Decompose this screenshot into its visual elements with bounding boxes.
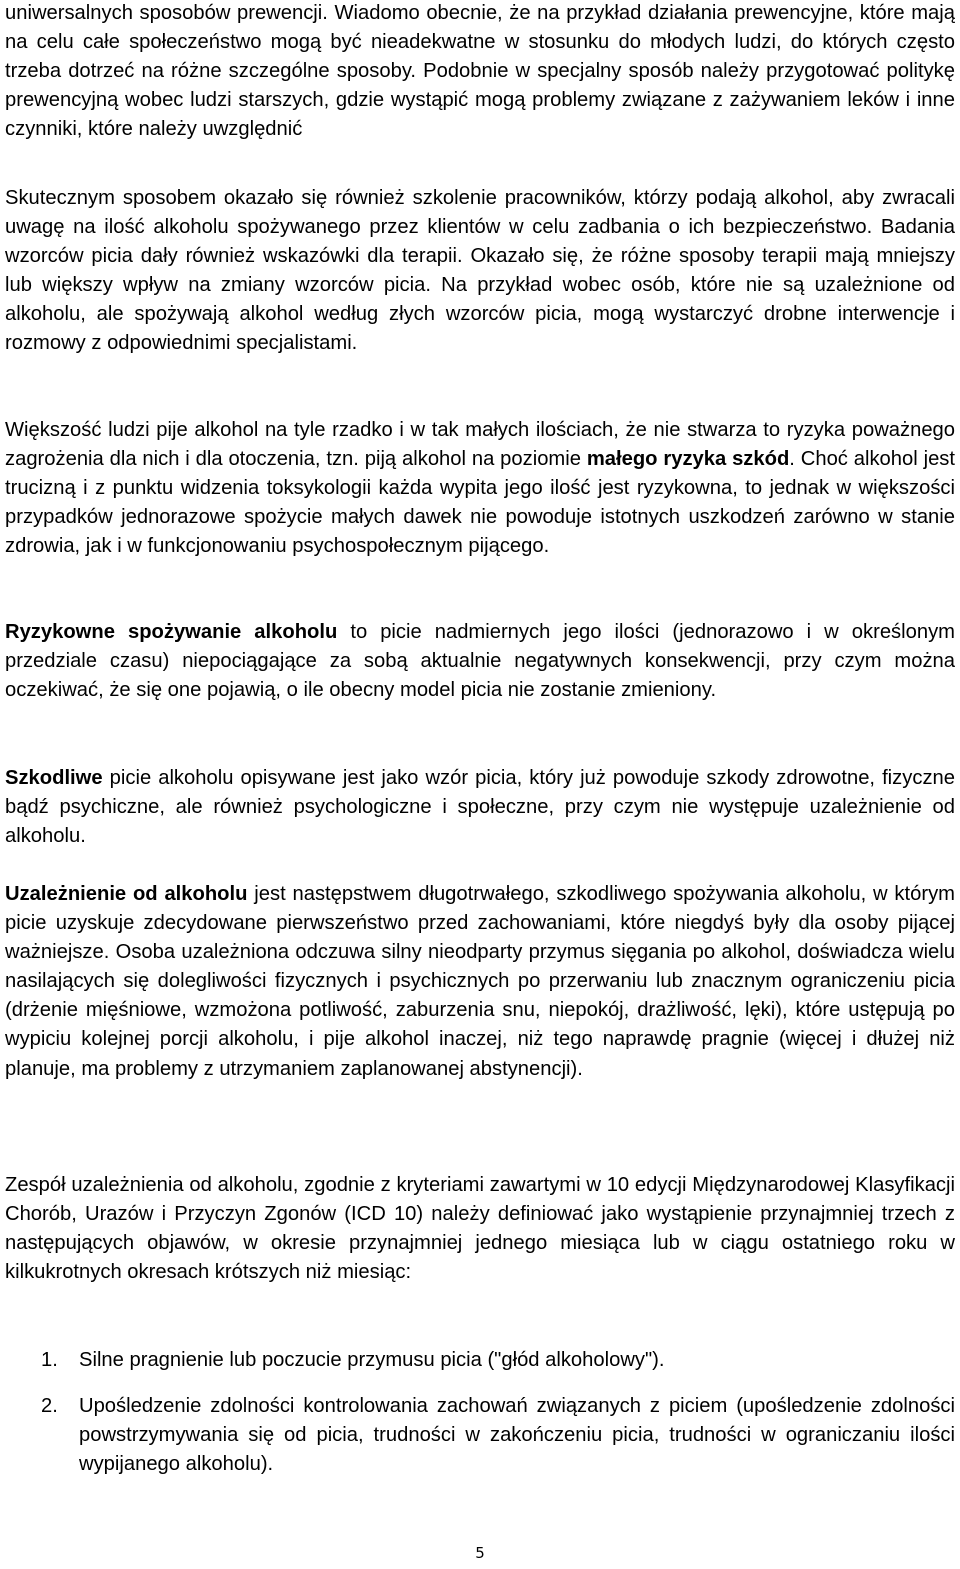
list-item xyxy=(5,1346,955,1375)
list-item-text: Silne pragnienie lub poczucie przymusu picia ("głód alkoholowy"). xyxy=(79,1349,665,1371)
low-risk-intro: Większość ludzi pije alkohol na tyle rzadko i w tak małych ilościach, że nie stwarza to ryzyka poważnego zagrożenia dla nich i dla otoczenia, tzn. piją alkohol na poziomie xyxy=(5,419,955,471)
harmful-drinking-body: picie alkoholu opisywane jest jako wzór picia, który już powoduje szkody zdrowotne, fizyczne bądź psychiczne, ale również psychologiczne i społeczne, przy czym nie występuje uzależnienie od alkoholu. xyxy=(5,767,955,848)
dependence-term: Uzależnienie od alkoholu xyxy=(5,883,248,905)
paragraph-risky-drinking xyxy=(5,618,955,705)
paragraph-low-risk xyxy=(5,416,955,561)
risky-drinking-term: Ryzykowne spożywanie alkoholu xyxy=(5,621,338,643)
paragraph-staff-training: Skutecznym sposobem okazało się również szkolenie pracowników, którzy podają alkohol, aby zwracali uwagę na ilość alkoholu spożywanego przez klientów w celu zadbania o ich bezpieczeństwo. Badania wzorców picia dały również wskazówki dla terapii. Okazało się, że różne sposoby terapii mają mniejszy lub większy wpływ na zmiany wzorców picia. Na przykład wobec osób, które nie są uzależnione od alkoholu, ale spożywają alkohol według złych wzorców picia, mogą wystarczyć drobne interwencje i rozmowy z odpowiednimi specjalistami. xyxy=(5,187,955,355)
paragraph-harmful-drinking xyxy=(5,764,955,851)
low-risk-body: . Choć alkohol jest trucizną i z punktu widzenia toksykologii każda wypita jego ilość jest ryzykowna, to jednak w większości przypadków jednorazowe spożycie małych dawek nie powoduje istotnych uszkodzeń zarówno w stanie zdrowia, jak i w funkcjonowaniu psychospołecznym pijącego. xyxy=(5,448,955,558)
harmful-drinking-term: Szkodliwe xyxy=(5,767,103,789)
criteria-list xyxy=(5,1346,955,1496)
list-item xyxy=(5,1392,955,1479)
list-item-number: 1. xyxy=(41,1349,58,1371)
list-item-number: 2. xyxy=(41,1395,58,1418)
paragraph-icd10: Zespół uzależnienia od alkoholu, zgodnie z kryteriami zawartymi w 10 edycji Międzynarodowej Klasyfikacji Chorób, Urazów i Przyczyn Zgonów (ICD 10) należy definiować jako wystąpienie przynajmniej trzech z następujących objawów, w okresie przynajmniej jednego miesiąca lub w ciągu ostatniego roku w kilkukrotnych okresach krótszych niż miesiąc: xyxy=(5,1174,955,1284)
list-item-text: Upośledzenie zdolności kontrolowania zachowań związanych z piciem (upośledzenie zdolności powstrzymywania się od picia, trudności w zakończeniu picia, trudności w ograniczaniu ilości wypijanego alkoholu). xyxy=(79,1395,955,1476)
paragraph-dependence xyxy=(5,880,955,1084)
risky-drinking-body: to picie nadmiernych jego ilości (jednorazowo i w określonym przedziale czasu) niepociągające za sobą aktualnie negatywnych konsekwencji, przy czym można oczekiwać, że się one pojawią, o ile obecny model picia nie zostanie zmieniony. xyxy=(5,621,955,702)
dependence-body: jest następstwem długotrwałego, szkodliwego spożywania alkoholu, w którym picie uzyskuje zdecydowane pierwszeństwo przed zachowaniami, które niegdyś były dla osoby pijącej ważniejsze. Osoba uzależniona odczuwa silny nieodparty przymus sięgania po alkohol, doświadcza wielu nasilających się dolegliwości fizycznych i psychicznych po przerwaniu lub znacznym ograniczeniu picia (drżenie mięśniowe, wzmożona potliwość, zaburzenia snu, niepokój, drażliwość, lęki), które ustępują po wypiciu kolejnej porcji alkoholu, i pije alkohol inaczej, niż tego naprawdę pragnie (więcej i dłużej niż planuje, ma problemy z utrzymaniem zaplanowanej abstynencji). xyxy=(5,883,955,1080)
paragraph-prevention: uniwersalnych sposobów prewencji. Wiadomo obecnie, że na przykład działania prewencyjne, które mają na celu całe społeczeństwo mogą być nieadekwatne w stosunku do młodych ludzi, do których często trzeba dotrzeć na różne szczególne sposoby. Podobnie w specjalny sposób należy przygotować politykę prewencyjną wobec ludzi starszych, gdzie wystąpić mogą problemy związane z zażywaniem leków i inne czynniki, które należy uwzględnić xyxy=(5,2,955,141)
low-risk-term: małego ryzyka szkód xyxy=(586,448,790,471)
page-number: 5 xyxy=(475,1544,485,1562)
